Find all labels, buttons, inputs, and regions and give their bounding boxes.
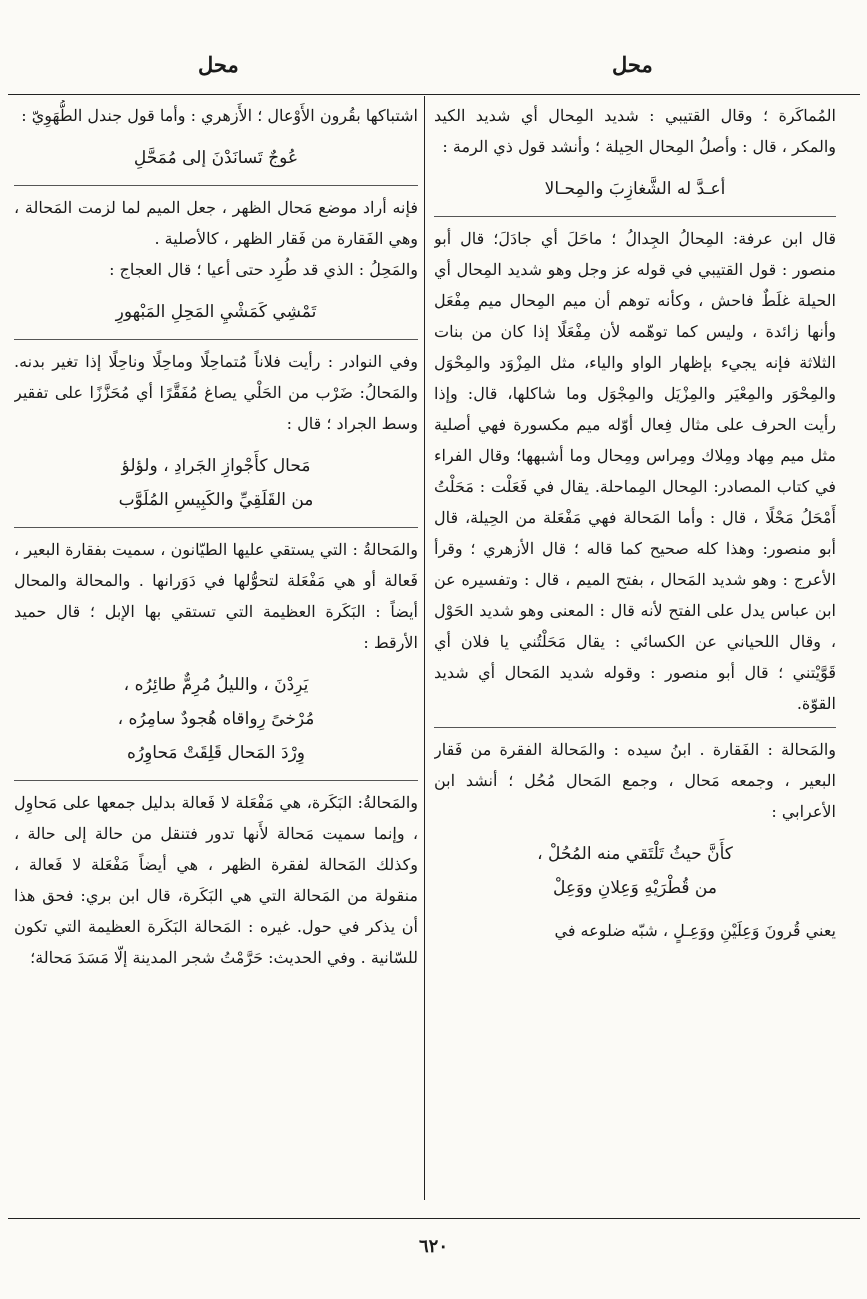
paragraph: المُماكَرة ؛ وقال القتيبي : شديد المِحال أي شديد الكيد والمكر ، قال : وأصلُ المِحال الحِيلة ؛ وأنشد قول ذي الرمة : [434, 106, 836, 156]
page-number: ٦٢٠ [418, 1236, 448, 1257]
separator [14, 339, 418, 340]
verse-line [14, 668, 418, 770]
verse-hemistich: مُرْخىً رِواقاه هُجودٌ سامِرُه ، [117, 709, 315, 729]
separator [14, 780, 418, 781]
paragraph: والمَحِلُ : الذي قد طُرِد حتى أعيا ؛ قال العجاج : [109, 260, 418, 279]
verse-hemistich: يَرِدْنَ ، والليلُ مُرِمٌّ طائِرُه ، [123, 675, 309, 695]
paragraph: والمَحالةُ: البَكَرة، هي مَفْعَلة لا فَعالة بدليل جمعها على مَحاوِل ، وإنما سميت مَحالة لأَنها تدور فتنقل من حالة إلى حالة ، وكذلك المَحالة لفقرة الظهر ، هي أيضاً مَفْعَلة لا فَعالة ، منقولة من المَحالة التي هي البَكَرة، قال ابن بري: فحق هذا أن يذكر في حول. غيره : المَحالة البَكَرة العظيمة التي تكون للسّانية . وفي الحديث: حَرَّمْتُ شجر المدينة إلّا مَسَدَ مَحالة؛ [14, 793, 418, 967]
verse-line: تَمْشِي كَمَشْيِ المَحِلِ المَبْهورِ [115, 302, 317, 322]
paragraph: اشتباكها بقُرون الأَوْعال ؛ الأَزهري : وأما قول جندل الطُّهَوِيّ : [21, 106, 418, 125]
verse-hemistich: من القَلَقِيِّ والكَبِيسِ المُلَوَّب [118, 490, 314, 510]
verse-line [14, 449, 418, 517]
right-column-header: محل [612, 52, 653, 77]
verse-line: أعـدَّ له الشَّغازِبَ والمِحـالا [544, 179, 726, 199]
separator [434, 216, 836, 217]
right-column [434, 100, 836, 1205]
verse-hemistich: من قُطْرَيْهِ وَعِلانِ ووَعِلْ [553, 878, 717, 898]
verse-line [434, 837, 836, 905]
paragraph: وفي النوادر : رأيت فلاناً مُتماحِلًا وماحِلًا وناحِلًا إذا تغير بدنه. والمَحالُ: ضَرْب من الحَلْي يصاغ مُفَقَّرًا أي مُحَزَّزًا على تفقير وسط الجراد ؛ قال : [14, 352, 418, 433]
paragraph: والمَحالة : الفَقارة . ابنُ سيده : والمَحالة الفقرة من فَقار البعير ، وجمعه مَحال ، وجمع المَحال مُحُل ؛ أنشد ابن الأعرابي : [434, 740, 836, 821]
separator [14, 527, 418, 528]
paragraph: والمَحالةُ : التي يستقي عليها الطيّانون ، سميت بفقارة البعير ، فَعالة أو هي مَفْعَلة لتحوُّلها في دَوَرانها . والمحالة والمحال أيضاً : البَكَرة العظيمة التي تستقي بها الإبل ؛ قال حميد الأرقط : [14, 540, 418, 652]
verse-line: عُوجٌ تَسانَدْنَ إلى مُمَحَّلِ [133, 148, 299, 168]
verse-hemistich: وِرْدَ المَحال قَلِقَتْ مَحاوِرُه [126, 743, 306, 763]
paragraph: يعني قُرونَ وَعِلَيْنِ ووَعِـلٍ ، شبّه ضلوعه في [554, 921, 836, 940]
verse-hemistich: كأَنَّ حيثُ تَلْتَقي منه المُحُلْ ، [537, 844, 733, 864]
paragraph: قال ابن عرفة: المِحالُ الجِدالُ ؛ ماحَلَ أي جادَلَ؛ قال أبو منصور : قول القتيبي في قوله عز وجل وهو شديد المِحال أي الحيلة غلَطٌ فاحش ، وكأنه توهم أن ميم المِحال ميم مِفْعَل وأنها زائدة ، وليس كما توهّمه لأن مِفْعَلًا إذا كان من بنات الثلاثة فإنه يجيء بإظهار الواو والياء، مثل المِزْوَد والمِحْوَل والمِحْوَر والمِعْيَر والمِزْيَل والمِجْوَل وما شاكلها، قال: وإذا رأيت الحرف على مثال فِعال أوّله ميم مكسورة فهي أصلية مثل ميم مِهاد ومِلاك ومِراس ومِحال وما أشبهها؛ وقال الفراء في كتاب المصادر: المِحال المِماحلة. يقال في فَعَلْت : مَحَلْتُ أَمْحَلُ مَحْلًا ، قال : وأما المَحالة فهي مَفْعَلة من الحِيلة، قال أبو منصور: وهذا كله صحيح كما قاله ؛ قال الأزهري ؛ وقرأ الأعرج : وهو شديد المَحال ، بفتح الميم ، قال : وتفسيره عن ابن عباس يدل على الفتح لأنه قال : المعنى وهو شديد الحَوْل ، وقال اللحياني عن الكسائي : يقال مَحَلْتُني يا فلان أي قَوَّيْتني ؛ قال أبو منصور : وقوله شديد المَحال أي شديد القوّة. [434, 229, 836, 713]
paragraph: فإنه أراد موضع مَحال الظهر ، جعل الميم لما لزمت المَحالة ، وهي الفَقارة من فَقار الظهر ، كالأصلية . [14, 198, 418, 248]
bottom-rule [8, 1218, 860, 1219]
left-column-header: محل [198, 52, 239, 77]
separator [14, 185, 418, 186]
top-rule [8, 94, 860, 95]
left-column [14, 100, 418, 1205]
verse-hemistich: مَحال كأَجْوازِ الجَرادِ ، ولؤلؤ [121, 456, 311, 476]
column-divider [424, 96, 425, 1200]
separator [434, 727, 836, 728]
